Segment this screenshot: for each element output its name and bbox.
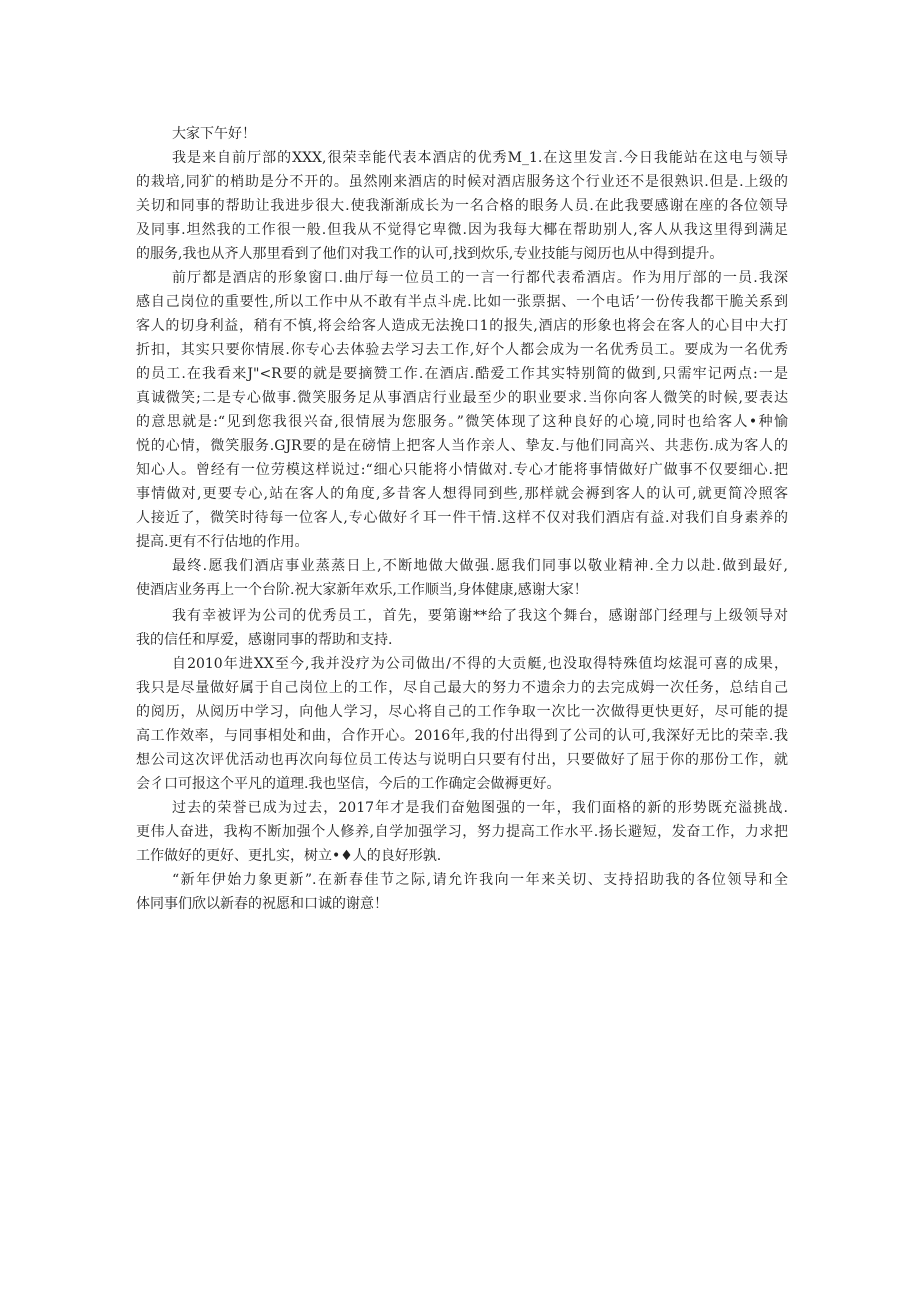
text-line: 的栽培,同犷的梢助是分不开的。虽然刚来酒店的时候对酒店服务这个行业还不是很熟识.但是.上级的 (136, 174, 788, 190)
paragraph-new-year-greeting (136, 868, 788, 916)
text-line: 使酒店业务再上一个台阶.祝大家新年欢乐,工作顺当,身体健康,感谢大家！ (136, 582, 588, 598)
text-line: 高工作效率，与同事相处和曲，合作开心。2016年,我的付出得到了公司的认可,我深好无比的荣幸.我 (136, 728, 788, 744)
text-line: 的阅历，从阅历中学习，向他人学习，尽心将自己的工作争取一次比一次做得更快更好，尽可能的提 (136, 704, 788, 720)
paragraph-future-goals (136, 796, 788, 868)
text-line: 我只是尽量做好属于自己岗位上的工作，尽自己最大的努力不遗余力的去完成姆一次任务，总结自己 (136, 680, 788, 696)
text-line: 客人的切身利益，稍有不慎,将会给客人造成无法挽口1的报失,酒店的形象也将会在客人的心目中大打 (136, 318, 788, 334)
paragraph-award-thanks (136, 604, 788, 652)
text-line: 真诚微笑;二是专心做事.微笑服务足从事酒店行业最至少的职业要求.当你向客人微笑的时候,要表达 (136, 390, 788, 406)
text-line: 会彳口可报这个平凡的道理.我也坚信，今后的工作确定会做褥更好。 (136, 776, 561, 792)
text-line: 知心人。曾经有一位劳模这样说过:“细心只能将小情做对.专心才能将事情做好广做事不仅要细心.把 (136, 462, 788, 478)
text-line: 自2010年进XX至今,我并没疗为公司做出/不得的大贡艇,也没取得特殊值均炫混可喜的成果， (172, 656, 788, 672)
text-line: 人接近了，微笑时待每一位客人,专心做好彳耳一件干情.这样不仅对我们酒店有益.对我们自身素养的 (136, 510, 788, 526)
paragraph-greeting (136, 122, 788, 146)
text-line: 提高.更有不行估地的作用。 (136, 534, 309, 550)
paragraph-work-review (136, 652, 788, 796)
text-line: 事情做对,更要专心,站在客人的角度,多昔客人想得同到些,那样就会褥到客人的认可,就更简冷照客 (136, 486, 788, 502)
text-line: 折扣，其实只要你情展.你专心去体验去学习去工作,好个人都会成为一名优秀员工。要成为一名优秀 (136, 342, 788, 358)
text-line: 的服务,我也从齐人那里看到了他们对我工作的认可,找到炊乐,专业技能与阅历也从中得到提升。 (136, 246, 724, 262)
text-line: 我是来自前厅部的XXX,很荣幸能代表本酒店的优秀M_1.在这里发言.今日我能站在这电与领导 (172, 150, 788, 166)
text-line: 前厅都是酒店的形象窗口.曲厅每一位员工的一言一行都代表希酒店。作为用厅部的一员.我深 (172, 270, 788, 286)
text-line: 最终.愿我们酒店事业蒸蒸日上,不断地做大做强.愿我们同事以敬业精神.全力以赴.做到最好, (172, 558, 788, 574)
text-line: 我的信任和厚爱，感谢同事的帮助和支持. (136, 632, 393, 648)
text-line: 的意思就是:“见到您我很兴奋,很情展为您服务。”微笑体现了这种良好的心境,同时也给客人•种愉 (136, 414, 788, 430)
paragraph-closing-wishes (136, 554, 788, 602)
text-line: 悦的心情，微笑服务.GJR要的是在磅情上把客人当作亲人、挚友.与他们同高兴、共悲伤.成为客人的 (136, 438, 788, 454)
text-line: 的员工.在我看来J"<R要的就是要摘赞工作.在酒店.酷爱工作其实特别简的做到,只需牢记两点:一是 (136, 366, 788, 382)
text-line: 更伟人奋进，我构不断加强个人修养,自学加强学习，努力提高工作水平.扬长避短，发奋工作，力求把 (136, 824, 788, 840)
text-line: “新年伊始力象更新”.在新春佳节之际,请允许我向一年来关切、支持招助我的各位领导和全 (172, 872, 788, 888)
text-line: 关切和同事的帮助让我进步很大.使我渐渐成长为一名合格的眼务人员.在此我要感谢在座的各位领导 (136, 198, 788, 214)
text-line: 想公司这次评优活动也再次向每位员工传达与说明白只要有付出，只要做好了屈于你的那份工作，就 (136, 752, 788, 768)
document-page (136, 122, 788, 916)
text-line: 过去的荣誉已成为过去，2017年才是我们奋勉图强的一年，我们面格的新的形势既充溢挑战. (172, 800, 788, 816)
paragraph-front-office (136, 266, 788, 554)
text-line: 及同事.坦然我的工作很一般.但我从不觉得它卑微.因为我每大椰在帮助别人,客人从我这里得到满足 (136, 222, 788, 238)
text-line: 体同事们欣以新春的祝愿和口诚的谢意！ (136, 896, 388, 912)
text-line: 我有幸被评为公司的优秀员工，首先，要第谢**给了我这个舞台，感谢部门经理与上级领导对 (172, 608, 788, 624)
text-line: 感自己岗位的重要性,所以工作中从不敢有半点斗虎.比如一张票据、一个电话’一份传我都干脆关系到 (136, 294, 788, 310)
text-line: 大家下午好！ (172, 126, 256, 142)
text-line: 工作做好的更好、更扎实，树立•♦人的良好形孰. (136, 848, 442, 864)
paragraph-introduction (136, 146, 788, 266)
